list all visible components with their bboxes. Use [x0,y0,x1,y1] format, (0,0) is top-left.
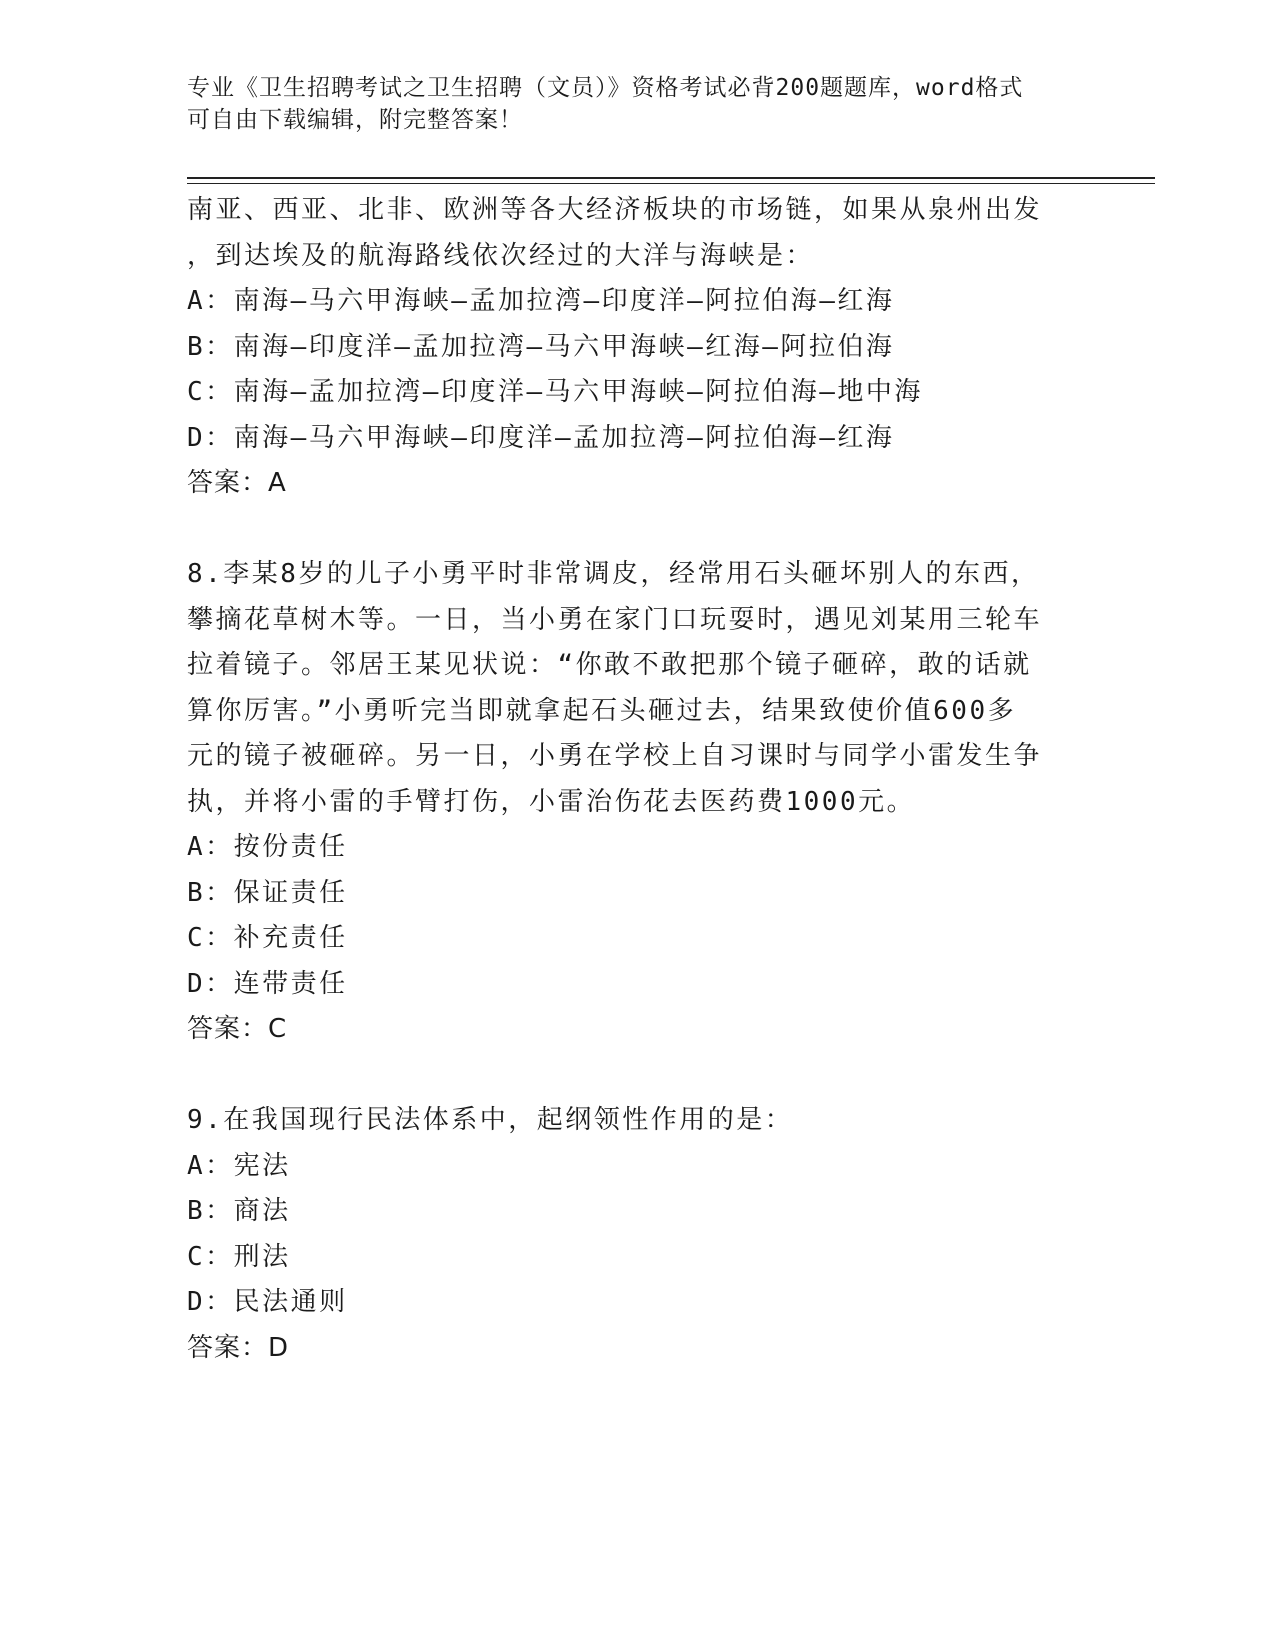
question-stem-line: 8.李某8岁的儿子小勇平时非常调皮，经常用石头砸坏别人的东西， [187,559,1040,589]
option-d: D：连带责任 [187,968,348,999]
question-spacer [187,1053,1137,1099]
option-b: B：保证责任 [187,877,348,908]
question-stem-line: 南亚、西亚、北非、欧洲等各大经济板块的市场链，如果从泉州出发 [187,195,1043,225]
option-b: B：商法 [187,1196,291,1226]
option-c: C：刑法 [187,1241,291,1272]
header-divider-thick [187,177,1155,179]
question-9 [187,1098,1137,1371]
document-header [187,72,1087,136]
question-stem-line: 9.在我国现行民法体系中，起纲领性作用的是： [187,1105,794,1135]
header-title-line-2: 可自由下载编辑，附完整答案！ [187,107,523,133]
option-a: A：南海—马六甲海峡—孟加拉湾—印度洋—阿拉伯海—红海 [187,286,895,316]
option-d: D：民法通则 [187,1287,348,1317]
question-stem-line: 元的镜子被砸碎。另一日，小勇在学校上自习课时与同学小雷发生争 [187,741,1043,771]
question-8 [187,552,1137,1053]
question-stem-line: 拉着镜子。邻居王某见状说：“你敢不敢把那个镜子砸碎，敢的话就 [187,650,1032,680]
option-a: A：按份责任 [187,832,348,862]
header-title-line-1: 专业《卫生招聘考试之卫生招聘（文员）》资格考试必背200题题库，word格式 [187,75,1024,101]
answer-line: 答案：C [187,1014,288,1044]
header-divider-thin [187,183,1155,184]
question-stem-line: 攀摘花草树木等。一日，当小勇在家门口玩耍时，遇见刘某用三轮车 [187,604,1043,635]
option-c: C：补充责任 [187,923,348,953]
question-7 [187,188,1137,507]
answer-line: 答案：D [187,1332,290,1363]
option-b: B：南海—印度洋—孟加拉湾—马六甲海峡—红海—阿拉伯海 [187,331,895,362]
question-stem-line: 算你厉害。”小勇听完当即就拿起石头砸过去，结果致使价值600多 [187,695,1017,726]
option-a: A：宪法 [187,1150,291,1181]
answer-line: 答案：A [187,468,287,498]
option-c: C：南海—孟加拉湾—印度洋—马六甲海峡—阿拉伯海—地中海 [187,377,923,407]
option-d: D：南海—马六甲海峡—印度洋—孟加拉湾—阿拉伯海—红海 [187,422,895,453]
question-list [187,188,1137,1371]
question-stem-line: 执，并将小雷的手臂打伤，小雷治伤花去医药费1000元。 [187,786,916,817]
question-spacer [187,507,1137,553]
question-stem-line: ，到达埃及的航海路线依次经过的大洋与海峡是： [187,240,815,271]
